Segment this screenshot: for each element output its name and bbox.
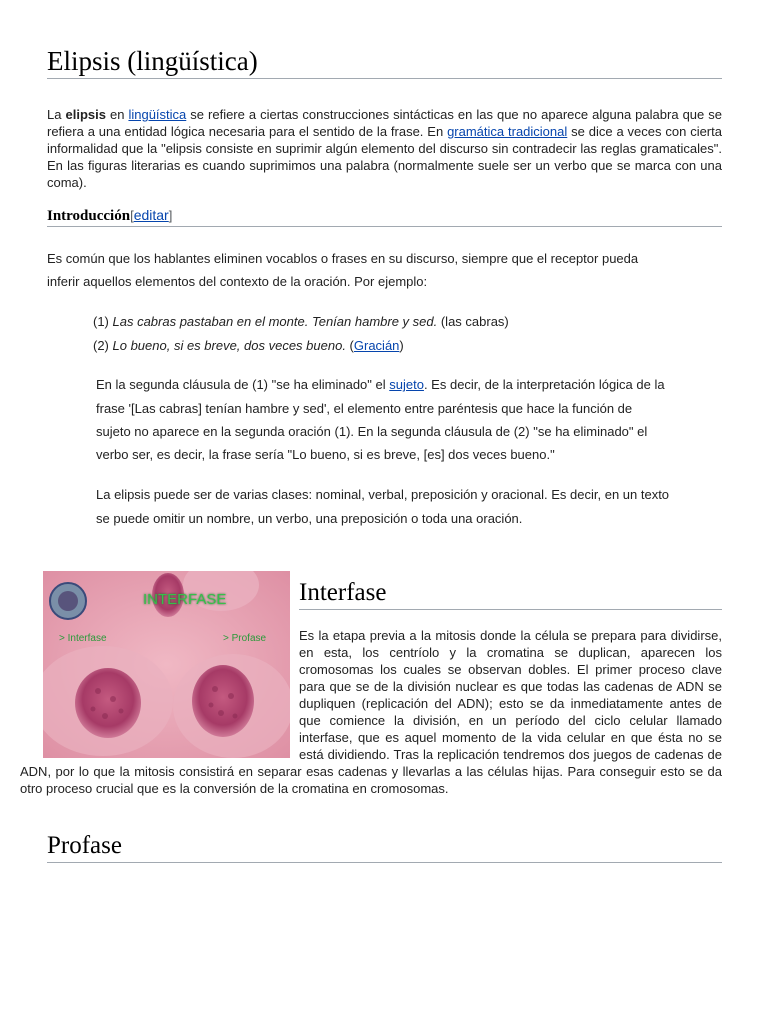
- example-1-italic: Las cabras pastaban en el monte. Tenían hambre y sed.: [112, 314, 438, 329]
- section-heading-introduccion: [47, 206, 722, 227]
- paragraph-3-line-1: [96, 376, 665, 393]
- link-gramatica-tradicional[interactable]: gramática tradicional: [447, 124, 568, 139]
- paragraph-4-line-2: se puede omitir un nombre, un verbo, una preposición o toda una oración.: [96, 511, 523, 526]
- intro-text-a: La: [47, 107, 66, 122]
- intro-bold-term: elipsis: [65, 107, 106, 122]
- intro-line-1: Es común que los hablantes eliminen vocablos o frases en su discurso, siempre que el receptor pueda: [47, 251, 639, 266]
- example-2: [93, 337, 404, 354]
- section-heading-profase: Profase: [47, 831, 722, 863]
- intro-line-2: inferir aquellos elementos del contexto de la oración. Por ejemplo:: [47, 274, 428, 289]
- example-2-close: ): [399, 338, 404, 353]
- example-2-number: (2): [93, 338, 113, 353]
- intro-text-b: en: [105, 107, 129, 122]
- interfase-paragraph: Es la etapa previa a la mitosis donde la célula se prepara para dividirse, en esta, los centríolo y la cromatina se duplican, aparecen los cromosomas los cuales se observan dobles. El primer proceso clave para que se de la división nuclear es que todas las cadenas de ADN se dupliquen (replicación del ADN); esto se da inmediatamente antes de que comience la división, en un período del ciclo celular llamado interfase, que es aquel momento de la vida celular en que ésta no se está dividiendo. Tras la replicación tendremos dos juegos de cadenas de ADN, por lo que la mitosis consistirá en separar esas cadenas y llevarlas a las células hijas. Para conseguir esto se da otro proceso crucial que es la conversión de la cromatina en cromosomas.: [20, 628, 722, 796]
- example-1-tail: (las cabras): [437, 314, 509, 329]
- edit-link[interactable]: editar: [133, 207, 169, 223]
- link-sujeto[interactable]: sujeto: [389, 377, 424, 392]
- figure-label-right: > Profase: [223, 633, 267, 644]
- example-2-open: (: [345, 338, 354, 353]
- edit-bracket-close: ]: [168, 208, 173, 223]
- section-heading-interfase: Interfase: [299, 578, 722, 610]
- intro-text-d: se dice a veces con cierta informalidad que la "elipsis consiste en suprimir algún elemento del discurso sin contradecir las reglas gramaticales". En las figuras literarias es cuando suprimimos una palabra (normalmente suele ser un verbo que se marca con una coma).: [47, 124, 722, 190]
- interfase-text-block: [20, 627, 722, 797]
- figure-label-left: > Interfase: [59, 633, 107, 644]
- example-1: [93, 313, 509, 330]
- paragraph-3-line-4: verbo ser, es decir, la frase sería "Lo bueno, si es breve, [es] dos veces bueno.": [96, 447, 555, 462]
- image-float-spacer: [20, 627, 299, 763]
- introduccion-heading-text: Introducción: [47, 208, 131, 224]
- paragraph-3-line-2: frase '[Las cabras] tenían hambre y sed', el elemento entre paréntesis que hace la función de: [96, 401, 633, 416]
- example-1-number: (1): [93, 314, 113, 329]
- figure-label-interfase: INTERFASE: [143, 591, 227, 608]
- p3-line1-b: . Es decir, de la interpretación lógica de la: [423, 377, 665, 392]
- paragraph-3-line-3: sujeto no aparece en la segunda oración (1). En la segunda cláusula de (2) "se ha eliminado" el: [96, 424, 648, 439]
- intro-text-c: se refiere a ciertas construcciones sintácticas en las que no aparece alguna palabra que se refiera a una entidad lógica necesaria para el sentido de la frase. En: [47, 107, 722, 139]
- paragraph-4-line-1: La elipsis puede ser de varias clases: nominal, verbal, preposición y oracional. Es decir, en un texto: [96, 487, 670, 502]
- edit-bracket-open: [: [130, 208, 134, 223]
- link-linguistica[interactable]: lingüística: [128, 107, 187, 122]
- example-2-italic: Lo bueno, si es breve, dos veces bueno.: [112, 338, 346, 353]
- link-gracian[interactable]: Gracián: [353, 338, 400, 353]
- p3-line1-a: En la segunda cláusula de (1) "se ha eliminado" el: [96, 377, 390, 392]
- page-title: Elipsis (lingüística): [47, 44, 722, 79]
- intro-paragraph: [47, 106, 722, 191]
